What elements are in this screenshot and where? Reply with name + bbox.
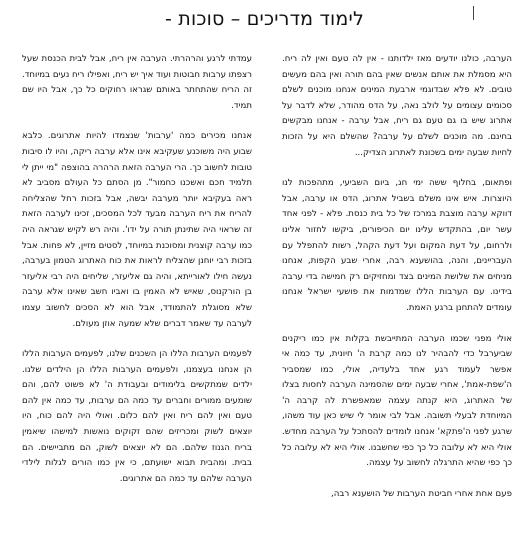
paragraph: אנחנו מכירים כמה 'ערבות' שנצמדו להיות אתרוגים. כלבא שבוע היה משוכנע שעקיבא אינו אלא ערבה ריקה, והיו לו סיבות טובות לחשוב כך. הרי הערבה הזאת הרהרה בהוצפה "מי ייתן לי תלמיד חכם ואשכנו כחמור". מן הסתם כל העולם מסביב לא ראה בעקיבא יותר מערבה יבשה, אבל בזכות רחל שהצליחה להריח את ריח הערבה מבעד לכל המסכים, זכינו לערבה הזאת זה שראוי היה שתינתן תורה על ידו'. והיה רש לקיש שגראה היה כמו ערבה קוצנית ומסוכנת במיוחד, לסטים מזיין, לא פחות. אבל בזכות רבי יוחנן שהצליח לראות את כוח האתרוג הטמון בערבה, נעשה חילו לאורייתא, והיה גם אליעזר, שליחים היה רבי אליעזר בן הורקנוס, שאיש לא האמין בו ואביו חשב שאינו אלא ערבה שלא מסוגלת להתמודד, אבל הוא לא הסכים לחשוב עצמו לערבה עד שאמר דברים שלא שמעה אוזן מעולם. xyxy=(22,131,252,329)
paragraph: ופתאום, בחלוף ששה ימי חג, ביום השביעי, מתהפכות לנו היוצרות. איש אינו משלם בשביל אתרוג, הדס או ערבה, אבל דווקא ערבה מוצבת במרכז של כל בית כנסת. פלא - לפני אחד עשר יום, בהתקדש עלינו יום הכיפורים, ביקשו לחזור אלינו ולרחום, על דעת המקום ועל דעת הקהל, רשות להתפלל עם העבריינים, והנה, בהושענא רבה, אחרי שבע הקפות, אנחנו מניחים את שלושת המינים בצד ומחזיקים רק חמישה בדי ערבה בידינו. עם הערבות הללו שמדמות את פושעי ישראל אנחנו עומדים להתחנן ברגע האמת. xyxy=(282,178,512,313)
left-column xyxy=(22,52,252,502)
paragraph: לפעמים הערבות הללו הן השכנים שלנו, לפעמים הערבות הללו הן אנחנו בעצמנו, ולפעמים הערבות הללו הן הילדים שלנו. ילדים שמתקשים בלימודים ובעבודת ה' לא פשוט להם, והם שומעים ממורים וחברים עד כמה הם ערבות, עד כמה אין להם טעם ואין להם ריח ואין להם כלום. ואולי היה להם כוח, היו יוצאים לשוק ומכריזים שהם זקוקים נואשות למישהו שיאמין בריח הגנוז שלהם. הם לא יוצאים לשוק, הם מתביישים. הם בבית. ומהבית תבוא ישועתם, כי אין כמו הורים לגלות לילדי הערבה שלהם עד כמה הם אתרוגים. xyxy=(22,349,252,484)
paragraph: פעם אחת אחרי חביטת הערבות של הושענא רבה, xyxy=(331,488,512,499)
right-column xyxy=(282,52,512,517)
paragraph: הערבה, כולנו יודעים מאז ילדותנו - אין לה טעם ואין לה ריח. היא מסמלת את אותם אנשים שאין בהם תורה ואין בהם מעשים טובים. לא פלא שבדוגמי ארבעת המינים אנחנו מוכנים לשלם סכומים עצומים על לולב נאה, על הדס מהודר, שלא לדבר על אתרוג שיש בו גם טעם גם ריח, אבל ערבה - אנחנו מבקשים בחינם. מה מוכנים לשלם על ערבה? שהשלם היא על הזכות לחיות שבעה ימים בשכונת לאתרוג הצדיק... xyxy=(282,54,512,158)
paragraph: עמדתי לרגע והרהרתי. הערבה אין ריח, אבל לבית הכנסת שעל רצפתו ערבות חבוטות ועוד איך יש ריח, ואפילו ריח נעים במיוחד. זה הריח שהתחתר באותם שגראו רחוקים כל כך, אבל היו שם תמיד. xyxy=(21,54,252,111)
page-title: לימוד מדריכים – סוכות - xyxy=(165,8,364,30)
paragraph: אולי מפני שכמו הערבה המתייבשת בקלות אין כמו ריקנים שביערבל כדי להבהיר לנו כמה קרבת ה' חיונית, עד כמה אי אפשר לעמוד רגע אחד בלעדיה, אולי, כמו שמסביר ה'שפת-אמת', אחרי שבעה ימים שהסמינה הערבה לחסות בצלו של האתרוג, היא קנתה עצמה שמאפשרת לה קרבה ה' המיוחדת לבעלי תשובה. אבל לבי אומר לי שיש כאן עוד משהו, שרגע לפני ה'פתקא' אנחנו לומדים להסתכל על הערבה מחדש. אולי היא לא עלובה כל כך כפי שחשבנו. אולי היא לא עלובה כל כך כפי שהיא התרגלה לחשוב על עצמה. xyxy=(282,333,512,469)
